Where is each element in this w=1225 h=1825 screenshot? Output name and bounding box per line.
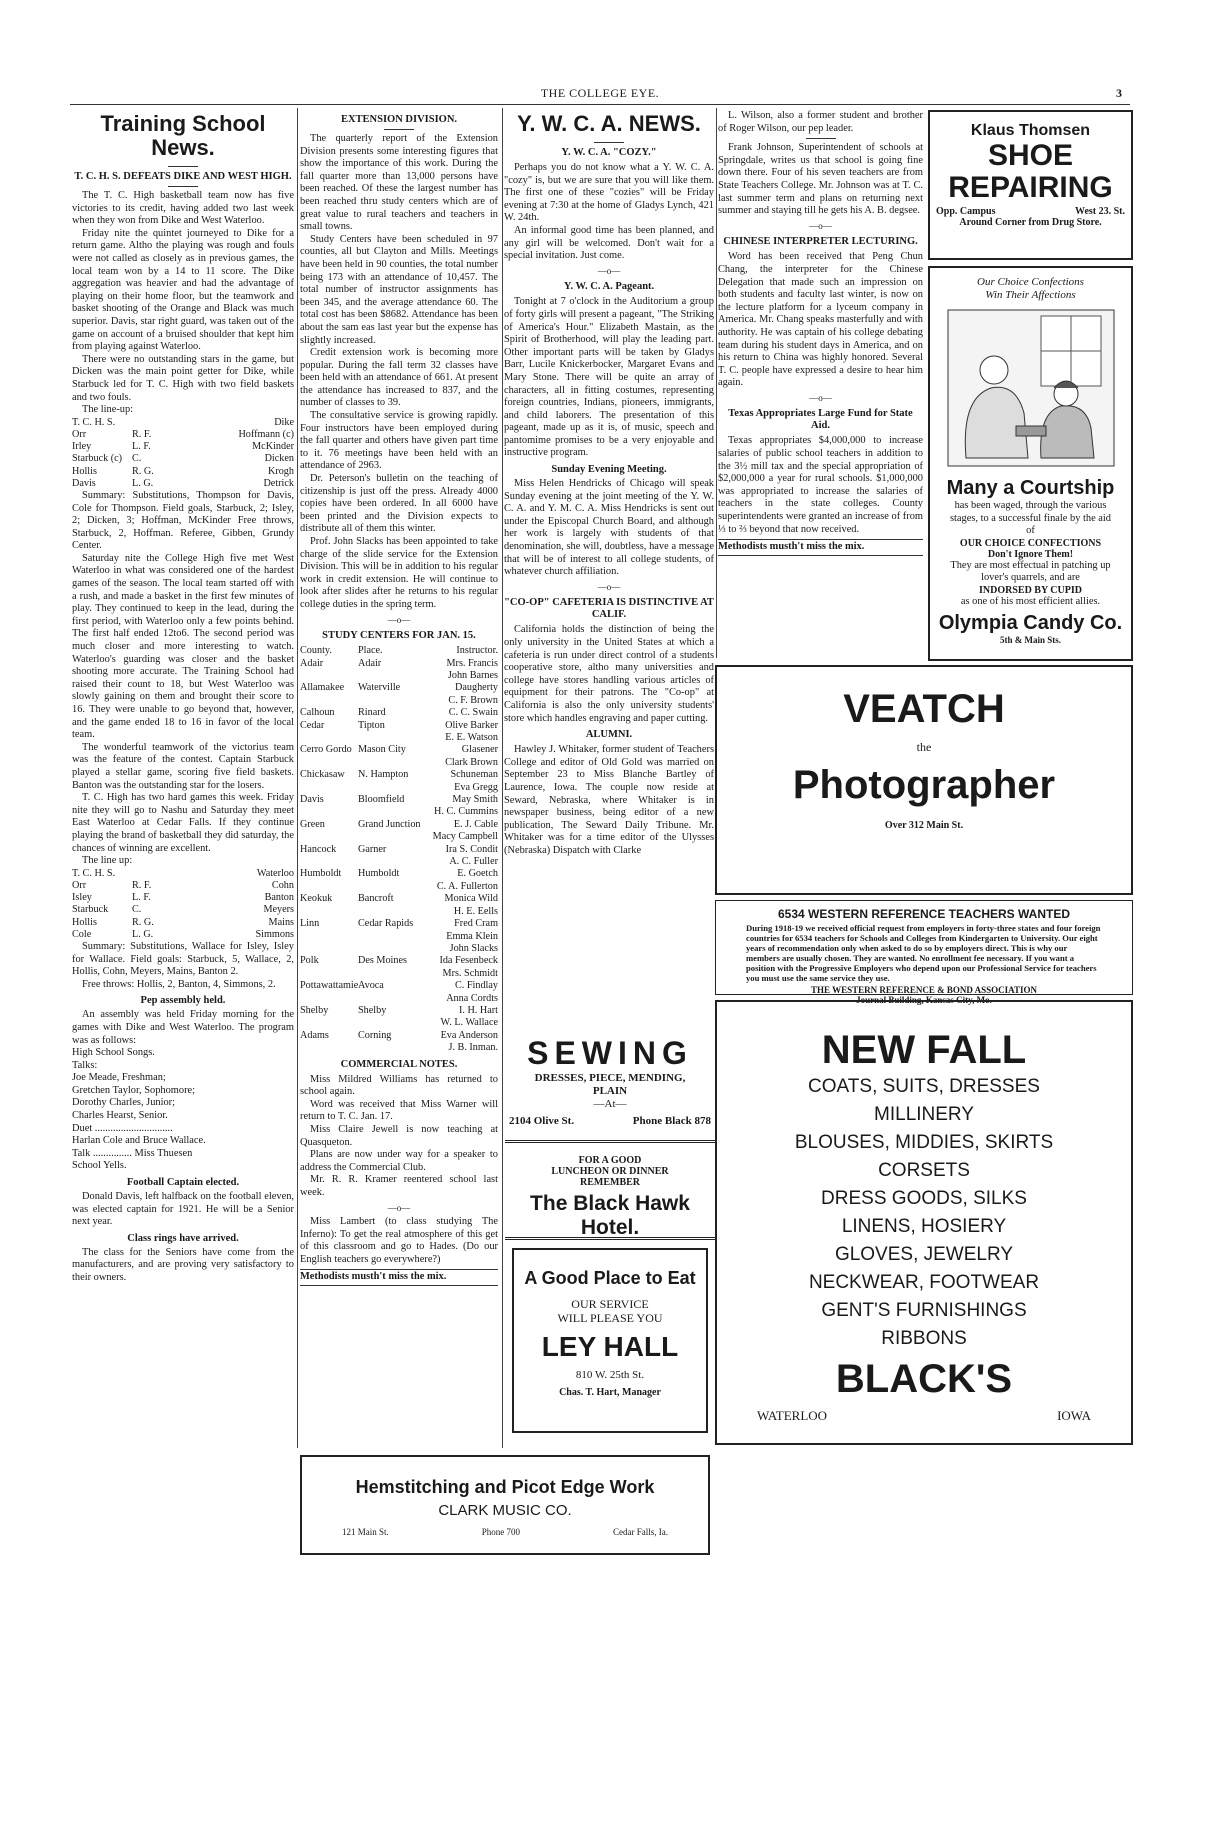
ad-text: as one of his most efficient allies. bbox=[960, 595, 1101, 607]
study-center-cell: Rinard bbox=[358, 707, 386, 719]
study-center-cell bbox=[358, 831, 426, 843]
column-extension bbox=[300, 110, 498, 1286]
lineup-cell: Hollis bbox=[72, 916, 97, 928]
study-center-cell bbox=[300, 695, 358, 707]
study-center-cell bbox=[300, 806, 358, 818]
study-center-cell: I. H. Hart bbox=[458, 1004, 498, 1016]
study-center-cell: Garner bbox=[358, 843, 387, 855]
article-subhead: Sunday Evening Meeting. bbox=[551, 464, 667, 476]
program-item: School Yells. bbox=[72, 1160, 127, 1172]
study-center-cell: Cerro Gordo bbox=[300, 744, 352, 756]
column-ywca bbox=[504, 110, 714, 1030]
lineup-table bbox=[72, 417, 294, 490]
lineup-cell: Isley bbox=[72, 892, 92, 904]
study-center-cell: County. bbox=[300, 645, 332, 657]
study-center-cell bbox=[300, 1042, 358, 1054]
study-center-cell bbox=[358, 1042, 426, 1054]
study-center-cell: Mrs. Schmidt bbox=[442, 967, 498, 979]
paragraph: Credit extension work is becoming more popular. During the fall term 32 classes have been held with an attendance of 661. At present the attendance has increased to 837, and the number of classes to 39. bbox=[300, 347, 498, 409]
ad-address: Journal Building, Kansas City, Mo. bbox=[856, 995, 992, 1005]
ad-western-reference bbox=[715, 900, 1133, 1005]
paragraph: Mr. R. R. Kramer reentered school last week. bbox=[300, 1174, 498, 1198]
ad-name: Olympia Candy Co. bbox=[938, 612, 1123, 634]
lineup-cell: C. bbox=[132, 453, 142, 465]
study-center-cell: Humboldt bbox=[358, 868, 400, 880]
study-center-cell: Davis bbox=[300, 794, 324, 806]
ad-text: FOR A GOOD bbox=[578, 1155, 642, 1166]
ad-phone: Phone Black 878 bbox=[632, 1115, 711, 1127]
ad-headline: Many a Courtship bbox=[946, 477, 1115, 499]
ad-tagline: Win Their Affections bbox=[985, 289, 1076, 301]
article-subhead: Football Captain elected. bbox=[126, 1177, 240, 1189]
study-center-cell: John Slacks bbox=[449, 942, 498, 954]
article-subhead: Class rings have arrived. bbox=[127, 1232, 239, 1244]
column-rule bbox=[297, 108, 298, 1448]
paragraph: Free throws: Hollis, 2, Banton, 4, Simmons, 2. bbox=[82, 978, 276, 990]
ad-product-line: COATS, SUITS, DRESSES bbox=[808, 1076, 1040, 1097]
lineup-label: The line-up: bbox=[82, 404, 134, 416]
program-list bbox=[72, 1047, 294, 1173]
study-center-cell bbox=[358, 856, 426, 868]
ad-state: IOWA bbox=[1057, 1408, 1091, 1423]
study-centers-table bbox=[300, 645, 498, 1054]
divider bbox=[806, 138, 836, 139]
study-center-cell bbox=[358, 806, 426, 818]
study-center-cell: Keokuk bbox=[300, 893, 333, 905]
paragraph: Dr. Peterson's bulletin on the teaching of citizenship is just off the press. Already 4000 copies have been ordered. In all 6000 have been printed and the Division expects to distribute all of them this winter. bbox=[300, 473, 498, 535]
ad-product-line: GENT'S FURNISHINGS bbox=[821, 1300, 1027, 1321]
study-center-cell: Cedar bbox=[300, 719, 325, 731]
study-center-cell: A. C. Fuller bbox=[449, 856, 498, 868]
ad-ley-hall bbox=[512, 1248, 708, 1433]
study-center-cell: Grand Junction bbox=[358, 818, 421, 830]
paragraph: L. Wilson, also a former student and brother of Roger Wilson, our pep leader. bbox=[718, 110, 923, 134]
paragraph: Plans are now under way for a speaker to address the Commercial Club. bbox=[300, 1149, 498, 1173]
ad-veatch-photographer bbox=[715, 665, 1133, 895]
article-headline: CHINESE INTERPRETER LECTURING. bbox=[723, 236, 918, 248]
study-center-cell: Calhoun bbox=[300, 707, 335, 719]
ad-city: WATERLOO bbox=[757, 1408, 828, 1423]
lineup-cell: Hoffmann (c) bbox=[238, 428, 294, 440]
study-center-cell bbox=[300, 670, 358, 682]
paragraph: The consultative service is growing rapidly. Four instructors have been employed during the fall quarter and others have given part time to it. 76 meetings have been held with an attendance of 2963. bbox=[300, 410, 498, 472]
ad-headline: SHOE bbox=[987, 139, 1074, 172]
ad-contact-row bbox=[505, 1111, 715, 1127]
study-center-cell: Anna Cordts bbox=[446, 992, 498, 1004]
paragraph: California holds the distinction of being the only university in the United States at which a cafeteria is run under direct control of a students cooperative store, altho many universities and college have stores handling various articles of equipment for their patrons. The "Co-op" at California is also the only university students' store which handles engraving and paper cutting. bbox=[504, 624, 714, 724]
program-item: Gretchen Taylor, Sophomore; bbox=[72, 1084, 196, 1096]
study-center-cell bbox=[358, 732, 426, 744]
article-headline: "CO-OP" CAFETERIA IS DISTINCTIVE AT CALIF. bbox=[504, 597, 714, 621]
study-center-cell: Chickasaw bbox=[300, 769, 345, 781]
ad-olympia-candy bbox=[928, 266, 1133, 661]
study-center-cell bbox=[358, 757, 426, 769]
article-headline: Y. W. C. A. "COZY." bbox=[561, 147, 657, 158]
divider: —o— bbox=[387, 1202, 411, 1213]
study-center-cell: Ida Fesenbeck bbox=[439, 955, 498, 967]
article-subhead: Pep assembly held. bbox=[140, 995, 226, 1007]
study-center-cell: H. E. Eells bbox=[453, 905, 498, 917]
ad-name: CLARK MUSIC CO. bbox=[438, 1502, 572, 1519]
lineup-cell: Cole bbox=[72, 928, 92, 940]
study-center-cell: H. C. Cummins bbox=[434, 806, 498, 818]
divider bbox=[168, 166, 198, 167]
study-center-cell: Green bbox=[300, 818, 325, 830]
article-headline: Texas Appropriates Large Fund for State Aid. bbox=[728, 408, 913, 432]
lineup-cell: Dike bbox=[274, 416, 294, 428]
study-center-cell bbox=[358, 968, 426, 980]
ad-headline: Photographer bbox=[792, 763, 1056, 807]
study-center-cell: Monica Wild bbox=[444, 893, 498, 905]
ad-emphasis: INDORSED BY CUPID bbox=[979, 584, 1082, 596]
ad-name: LEY HALL bbox=[541, 1331, 679, 1362]
section-heading: Y. W. C. A. NEWS. bbox=[517, 111, 701, 136]
lineup-cell: R. G. bbox=[132, 465, 154, 477]
study-center-cell bbox=[300, 856, 358, 868]
ad-text: the bbox=[916, 740, 932, 754]
ad-headline: REPAIRING bbox=[948, 171, 1113, 204]
study-center-cell: Waterville bbox=[358, 682, 401, 694]
section-heading: EXTENSION DIVISION. bbox=[340, 114, 458, 125]
paragraph: Hawley J. Whitaker, former student of Teachers College and editor of Old Gold was married on September 23 to Miss Blanche Bartley of Laurence, Iowa. The couple now reside at Seward, Nebraska, where Whitaker is in newspaper business, being editor of a new publication, The Seward Daily Tribune. Mr. Whitaker was for a time editor of the Ulysses (Nebraska) Dispatch with Clarke bbox=[504, 744, 714, 856]
study-center-cell: Adair bbox=[358, 657, 382, 669]
study-center-cell: Polk bbox=[300, 955, 319, 967]
ad-klaus-thomsen bbox=[928, 110, 1133, 260]
lineup-cell: R. G. bbox=[132, 916, 154, 928]
paragraph: The quarterly report of the Extension Division presents some interesting figures that show the importance of this work. During the fall quarter more than 13,000 persons have been reached. Of these the largest number has been reached thru study centers which are of great value to rural teachers and teachers in small towns. bbox=[300, 133, 498, 233]
study-center-cell: N. Hampton bbox=[358, 769, 409, 781]
lineup-cell: Detrick bbox=[263, 477, 294, 489]
lineup-cell bbox=[132, 868, 213, 880]
study-center-cell: Bloomfield bbox=[358, 794, 405, 806]
paragraph: T. C. High has two hard games this week. Friday nite they will go to Nashu and Saturday they meet East Waterloo at Cedar Falls. If they continue playing the brand of basketball they did saturday, the chances of winning are excellent. bbox=[72, 792, 294, 854]
ad-contact-row bbox=[302, 1519, 708, 1545]
study-center-cell bbox=[358, 993, 426, 1005]
study-center-cell: C. Findlay bbox=[454, 980, 498, 992]
lineup-cell: Waterloo bbox=[256, 867, 294, 879]
study-center-cell: J. B. Inman. bbox=[448, 1042, 498, 1054]
study-center-cell bbox=[358, 943, 426, 955]
ad-address: 810 W. 25th St. bbox=[575, 1369, 645, 1381]
paragraph: Summary: Substitutions, Wallace for Isley, Isley for Wallace. Field goals: Starbuck, 5, Wallace, 2, Hollis, Cohn, Meyers, Mains, Banton 2. bbox=[72, 940, 294, 978]
ad-text: REMEMBER bbox=[580, 1177, 640, 1188]
ad-city: Cedar Falls, Ia. bbox=[613, 1527, 668, 1537]
masthead bbox=[70, 86, 1130, 105]
lineup-cell: Irley bbox=[72, 441, 92, 453]
study-center-cell: Adams bbox=[300, 1029, 329, 1041]
ad-product-line: DRESS GOODS, SILKS bbox=[821, 1188, 1027, 1209]
study-center-cell: Shelby bbox=[358, 1004, 387, 1016]
ad-location-row bbox=[717, 1402, 1131, 1430]
study-center-cell: Shelby bbox=[300, 1004, 329, 1016]
ad-black-hawk-hotel bbox=[505, 1140, 715, 1240]
ad-product-line: LINENS, HOSIERY bbox=[841, 1216, 1007, 1237]
study-center-cell: C. A. Fullerton bbox=[436, 880, 498, 892]
study-center-cell: Daugherty bbox=[455, 682, 498, 694]
lineup-cell: L. F. bbox=[132, 441, 151, 453]
study-center-cell: Cedar Rapids bbox=[358, 918, 414, 930]
paragraph: Miss Helen Hendricks of Chicago will speak Sunday evening at the joint meeting of the Y. W. C. A. and Y. M. C. A. Miss Hendricks is sent out under the Episcopal Church Board, and although her work is largely with students of that denomination, she will, doubtless, have a message that will be of interest to all college students, of whatever church affiliation. bbox=[504, 478, 714, 578]
study-center-cell bbox=[358, 1017, 426, 1029]
lineup-label: The line up: bbox=[82, 855, 133, 867]
lineup-cell: Mains bbox=[268, 916, 294, 928]
ad-product-line: BLOUSES, MIDDIES, SKIRTS bbox=[794, 1132, 1054, 1153]
section-heading: Training School News. bbox=[100, 111, 266, 160]
program-item: Joe Meade, Freshman; bbox=[72, 1072, 166, 1084]
lineup-cell: L. F. bbox=[132, 892, 151, 904]
study-center-cell: Fred Cram bbox=[454, 918, 498, 930]
study-center-cell bbox=[358, 695, 426, 707]
ad-text: They are most effectual in patching up lover's quarrels, and are bbox=[950, 559, 1111, 583]
study-center-cell: Tipton bbox=[358, 719, 385, 731]
study-center-cell: Avoca bbox=[358, 980, 384, 992]
study-center-cell: Allamakee bbox=[300, 682, 345, 694]
lineup-cell: Meyers bbox=[263, 904, 294, 916]
lineup-cell: Banton bbox=[264, 892, 294, 904]
ad-product-line: NECKWEAR, FOOTWEAR bbox=[808, 1272, 1040, 1293]
couple-illustration bbox=[946, 308, 1116, 468]
study-center-cell: E. J. Cable bbox=[453, 818, 498, 830]
lineup-cell: Dicken bbox=[264, 453, 294, 465]
lineup-cell: R. F. bbox=[132, 879, 152, 891]
divider: —o— bbox=[809, 392, 832, 403]
study-center-cell bbox=[300, 757, 358, 769]
paragraph: An assembly was held Friday morning for the games with Dike and West Waterloo. The program was as follows: bbox=[72, 1009, 294, 1046]
lineup-cell: L. G. bbox=[132, 928, 154, 940]
ad-product-list bbox=[717, 1073, 1131, 1353]
paragraph: Study Centers have been scheduled in 97 counties, all but Clayton and Mills. Meetings have been held in 90 counties, the total number being 173 with an attendance of 10,457. The total number of instructor assignments has been 345, and the average attendance 60. The total cost has been $8682. Attendance has been about the sam eas last year but the expense has slightly increased. bbox=[300, 233, 498, 346]
ad-product-line: CORSETS bbox=[878, 1160, 970, 1181]
ad-emphasis: OUR CHOICE CONFECTIONS bbox=[959, 537, 1102, 549]
study-center-cell bbox=[300, 782, 358, 794]
ad-text: —At— bbox=[593, 1098, 627, 1110]
ad-text: has been waged, through the various stages, to a successful finale by the aid of bbox=[949, 500, 1111, 536]
ad-blacks-store bbox=[715, 1000, 1133, 1445]
paragraph: Summary: Substitutions, Thompson for Davis, Cole for Thompson. Field goals, Starbuck, 2; Isley, 2; Dicken, 3; Hoffman, McKinder Free throws, Starbuck, 2, Hoffman. Referee, Gibben, Grundy Center. bbox=[72, 489, 294, 552]
program-item: Harlan Cole and Bruce Wallace. bbox=[72, 1135, 206, 1147]
study-center-cell: Humboldt bbox=[300, 868, 342, 880]
study-center-cell: Place. bbox=[358, 645, 383, 657]
article-headline: STUDY CENTERS FOR JAN. 15. bbox=[322, 630, 476, 642]
lineup-cell: Hollis bbox=[72, 465, 97, 477]
study-center-cell: Olive Barker bbox=[445, 719, 498, 731]
study-center-cell bbox=[300, 906, 358, 918]
study-center-cell: May Smith bbox=[452, 794, 498, 806]
ad-product-line: RIBBONS bbox=[881, 1328, 967, 1349]
lineup-cell: Cohn bbox=[271, 879, 294, 891]
study-center-cell bbox=[300, 831, 358, 843]
lineup-cell: Simmons bbox=[255, 928, 294, 940]
ad-text: DRESSES, PIECE, MENDING, bbox=[534, 1072, 686, 1084]
lineup-cell: L. G. bbox=[132, 477, 154, 489]
lineup-cell: Davis bbox=[72, 477, 96, 489]
ad-address: Over 312 Main St. bbox=[884, 820, 964, 831]
page-number: 3 bbox=[1116, 86, 1122, 100]
ad-text: During 1918-19 we received official request from employers in forty-three states and four foreign countries for 6534 teachers for Schools and Colleges from Kindergarten to University. Our eight years of recommendation only when asked to do so by employers direct. This is why our members are usually chosen. They are wanted. No enrollment fee necessary. If you want a position with the Progressive Employers who depend upon our Professional Service for teachers you must use the same service they use. bbox=[746, 923, 1101, 983]
study-center-cell bbox=[300, 968, 358, 980]
column-rule bbox=[716, 108, 717, 658]
paragraph: The T. C. High basketball team now has five victories to its credit, having added two last week when they won from Dike and West Waterloo. bbox=[72, 190, 294, 227]
study-center-cell bbox=[300, 993, 358, 1005]
study-center-cell: Bancroft bbox=[358, 893, 394, 905]
ad-tagline: Our Choice Confections bbox=[977, 276, 1084, 288]
program-item: Dorothy Charles, Junior; bbox=[72, 1097, 176, 1109]
study-center-cell: Ira S. Condit bbox=[445, 843, 498, 855]
closing-line: Methodists musth't miss the mix. bbox=[718, 539, 923, 556]
article-headline: ALUMNI. bbox=[585, 729, 633, 741]
study-center-cell: C. F. Brown bbox=[448, 694, 498, 706]
ad-location-note: Around Corner from Drug Store. bbox=[959, 217, 1102, 228]
ad-name: VEATCH bbox=[843, 687, 1005, 731]
ad-headline: Hemstitching and Picot Edge Work bbox=[355, 1477, 655, 1497]
ad-text: LUNCHEON OR DINNER bbox=[551, 1166, 669, 1177]
paragraph: The wonderful teamwork of the victorius team was the feature of the contest. Captain Starbuck played a stellar game, scoring five field baskets. Banton was the outstanding star for the losers. bbox=[72, 741, 294, 791]
article-headline: COMMERCIAL NOTES. bbox=[340, 1058, 458, 1070]
paragraph: There were no outstanding stars in the game, but Dicken was the main point getter for Dike, while Starbuck led for T. C. High with two field baskets and two fouls. bbox=[72, 353, 294, 403]
ad-product-line: GLOVES, JEWELRY bbox=[834, 1244, 1014, 1265]
study-center-cell: John Barnes bbox=[447, 669, 498, 681]
ad-name: THE WESTERN REFERENCE & BOND ASSOCIATION bbox=[811, 985, 1037, 995]
study-center-cell: W. L. Wallace bbox=[440, 1017, 498, 1029]
ad-name: The Black Hawk Hotel. bbox=[530, 1192, 690, 1239]
study-center-cell bbox=[300, 931, 358, 943]
study-center-cell bbox=[300, 732, 358, 744]
lineup-cell: T. C. H. S. bbox=[72, 416, 116, 428]
paragraph: Miss Lambert (to class studying The Inferno): To get the real atmosphere of this get of this classroom and go to Hades. (Do our English teachers go everywhere?) bbox=[300, 1216, 498, 1265]
paragraph: An informal good time has been planned, and any girl will be welcomed. Don't wait for a special invitation. Just come. bbox=[504, 224, 714, 262]
study-center-cell: Linn bbox=[300, 918, 320, 930]
paragraph: Friday nite the quintet journeyed to Dike for a return game. Altho the playing was rough and fouls were not called as closely as in previous games, the local team won by a 14 to 11 score. The Dike aggregation was heavier and had the advantage of playing on their home floor, but the teamwork and basket shooting of the Orange and Black was much superior. Davis, star right guard, was taken out of the game on account of a bruised shoulder that kept him from playing against Waterloo. bbox=[72, 227, 294, 353]
study-center-cell: Schuneman bbox=[450, 769, 498, 781]
program-item: High School Songs. bbox=[72, 1047, 155, 1059]
paragraph: Saturday nite the College High five met West Waterloo in what was considered one of the hardest games of the season. The local team started off with a rush, and made a basket in the first few minutes of play. They continued to keep in the lead, during the first period, with Waterloo only a few points behind. The first half ended 12to6. The second period was much closer and more interesting to watch. Waterloo's guarding was closer and the basket shooting more accurate. The Training School had raised their count to 18, but West Waterloo was slowly gaining on them and brought their score to 16. They were unable to go beyond that, however, and the game ended 18 to 16 in favor of the local team. bbox=[72, 552, 294, 741]
divider: —o— bbox=[809, 220, 832, 231]
paragraph: Word has been received that Peng Chun Chang, the interpreter for the Chinese Delegation that made such an impression on both students and faculty last winter, is now on the lecture platform for a lyceum company in America. Mr. Chang speaks masterfully and with authority. He was captain of his college debating team during his student days in America, and on his return to China was highly honored. Several T. C. people have expressed a desire to hear him again. bbox=[718, 251, 923, 389]
program-item: Talks: bbox=[72, 1059, 98, 1071]
study-center-cell bbox=[358, 782, 426, 794]
lineup-cell bbox=[132, 417, 213, 429]
paragraph: Perhaps you do not know what a Y. W. C. A. "cozy" is, but we are sure that you will like them. The first one of these "cozies" will be Friday evening at 7:30 at the home of Gladys Lynch, 421 W. 24th. bbox=[504, 162, 714, 224]
lineup-cell: Orr bbox=[72, 428, 87, 440]
ad-product-line: MILLINERY bbox=[874, 1104, 974, 1125]
ad-address: 2104 Olive St. bbox=[509, 1115, 575, 1127]
divider: —o— bbox=[387, 614, 411, 625]
paragraph: Miss Mildred Williams has returned to school again. bbox=[300, 1073, 498, 1098]
study-center-cell: Eva Anderson bbox=[440, 1029, 498, 1041]
ad-text: WILL PLEASE YOU bbox=[557, 1311, 663, 1325]
lineup-cell: T. C. H. S. bbox=[72, 867, 116, 879]
ad-emphasis: Don't Ignore Them! bbox=[987, 548, 1074, 560]
lineup-cell: Krogh bbox=[267, 465, 294, 477]
paper-title: THE COLLEGE EYE. bbox=[540, 86, 660, 100]
study-center-cell: Hancock bbox=[300, 843, 337, 855]
study-center-cell bbox=[300, 881, 358, 893]
column-training-school bbox=[72, 110, 294, 1285]
study-center-cell: C. C. Swain bbox=[448, 707, 498, 719]
paragraph: Tonight at 7 o'clock in the Auditorium a group of forty girls will present a pageant, "The Striking of America's Hour." Elizabeth Mastain, as the Spirit of Brotherhood, will play the leading part. Other important parts will be taken by Gladys Barr, Lucile Knickerbocker, Margaret Evans and Mary Stone. There will be quite an array of characters, all in fitting costumes, representing foreign countries, Indians, pioneers, immigrants, and child laborers. The presentation of this pageant, made up as it is, of music, speech and pantomime promises to be a very enjoyable and instructive program. bbox=[504, 296, 714, 459]
study-center-cell: E. E. Watson bbox=[445, 732, 498, 743]
study-center-cell: Instructor. bbox=[456, 645, 498, 657]
study-center-cell bbox=[300, 943, 358, 955]
ad-location-left: Opp. Campus bbox=[936, 206, 996, 217]
divider bbox=[594, 142, 624, 143]
study-center-cell: Des Moines bbox=[358, 955, 407, 967]
ad-address: 121 Main St. bbox=[342, 1527, 389, 1537]
paragraph: Miss Claire Jewell is now teaching at Quasqueton. bbox=[300, 1123, 498, 1148]
column-rule bbox=[502, 108, 503, 1448]
article-headline: Y. W. C. A. Pageant. bbox=[563, 281, 655, 293]
program-item: Talk ............... Miss Thuesen bbox=[72, 1147, 193, 1159]
ad-manager: Chas. T. Hart, Manager bbox=[559, 1387, 661, 1398]
paragraph: The class for the Seniors have come from the manufacturers, and are proving very satisfactory to their owners. bbox=[72, 1246, 294, 1283]
study-center-cell: Clark Brown bbox=[445, 756, 498, 768]
study-center-cell: Adair bbox=[300, 657, 324, 669]
ad-name: BLACK'S bbox=[835, 1357, 1013, 1401]
study-center-cell: Mrs. Francis bbox=[446, 657, 498, 669]
lineup-table bbox=[72, 868, 294, 941]
paragraph: Prof. John Slacks has been appointed to take charge of the slide service for the Extension Division. This will be in addition to his regular work in credit extension. He will continue to look after slides after he returns to his regular college duties in the spring term. bbox=[300, 536, 498, 610]
lineup-cell: Starbuck (c) bbox=[72, 453, 123, 465]
study-center-cell bbox=[358, 670, 426, 682]
study-center-cell: Pottawattamie bbox=[300, 980, 359, 992]
paragraph: Word was received that Miss Warner will return to T. C. Jan. 17. bbox=[300, 1098, 498, 1123]
ad-clark-music bbox=[300, 1455, 710, 1555]
study-center-cell: Corning bbox=[358, 1029, 392, 1041]
ad-headline: A Good Place to Eat bbox=[524, 1268, 696, 1288]
study-center-cell: Eva Gregg bbox=[454, 781, 498, 793]
column-news bbox=[718, 110, 923, 556]
ad-phone: Phone 700 bbox=[481, 1527, 521, 1537]
ad-location-right: West 23. St. bbox=[1075, 206, 1125, 217]
lineup-cell: R. F. bbox=[132, 428, 152, 440]
study-center-cell bbox=[358, 906, 426, 918]
closing-line: Methodists musth't miss the mix. bbox=[300, 1269, 498, 1286]
ad-name: Klaus Thomsen bbox=[970, 122, 1091, 139]
ad-headline: 6534 WESTERN REFERENCE TEACHERS WANTED bbox=[777, 907, 1071, 921]
paragraph: Frank Johnson, Superintendent of schools at Springdale, writes us that school is going fine down there. Four of his seven teachers are from State Teachers College. Mr. Johnson was at T. C. last summer term and plans on returning next summer and staying till he gets his A. B. degsee. bbox=[718, 142, 923, 217]
program-item: Charles Hearst, Senior. bbox=[72, 1110, 168, 1122]
ad-location-row bbox=[930, 204, 1131, 217]
study-center-cell bbox=[358, 931, 426, 943]
study-center-cell: Mason City bbox=[358, 744, 406, 756]
study-center-cell: Macy Campbell bbox=[432, 831, 498, 843]
study-center-cell: Emma Klein bbox=[446, 930, 498, 942]
divider bbox=[168, 186, 198, 187]
study-center-cell: E. Goetch bbox=[457, 868, 498, 880]
ad-text: PLAIN bbox=[592, 1085, 628, 1097]
study-center-cell bbox=[358, 881, 426, 893]
paragraph: Donald Davis, left halfback on the football eleven, was elected captain for 1921. He will be a Senior next year. bbox=[72, 1191, 294, 1228]
lineup-cell: McKinder bbox=[252, 441, 294, 453]
lineup-cell: Starbuck bbox=[72, 904, 109, 916]
ad-headline: NEW FALL bbox=[821, 1028, 1027, 1072]
article-headline: T. C. H. S. DEFEATS DIKE AND WEST HIGH. bbox=[74, 171, 292, 182]
study-center-cell bbox=[300, 1017, 358, 1029]
lineup-cell: C. bbox=[132, 904, 142, 916]
lineup-cell: Orr bbox=[72, 879, 87, 891]
study-center-cell: Glasener bbox=[461, 744, 498, 756]
paragraph: Texas appropriates $4,000,000 to increase salaries of public school teachers in addition to the 3½ mill tax and the special appropriation of $2,000,000 a year for rural schools. $1,000,000 was appropriated to increase the salaries of teachers in the state colleges. County superintendents were granted an increase of from ⅓ to ⅔ beyond that now received. bbox=[718, 435, 923, 535]
ad-address: 5th & Main Sts. bbox=[999, 635, 1061, 645]
ad-sewing bbox=[505, 1035, 715, 1135]
ad-headline: SEWING bbox=[527, 1035, 693, 1071]
divider: —o— bbox=[597, 581, 621, 592]
ad-text: OUR SERVICE bbox=[571, 1297, 649, 1311]
divider: —o— bbox=[597, 265, 621, 276]
program-item: Duet .............................. bbox=[72, 1122, 173, 1134]
divider bbox=[384, 129, 414, 130]
